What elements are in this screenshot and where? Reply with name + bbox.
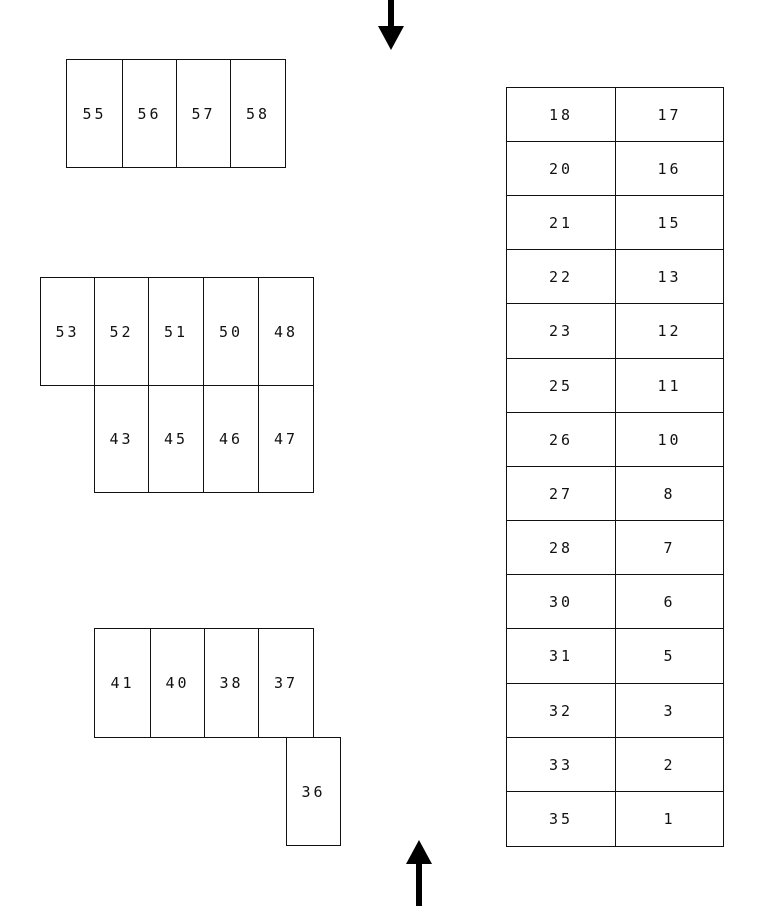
parking-space: 13 [615,249,724,304]
parking-space: 43 [94,385,149,493]
parking-space: 7 [615,520,724,575]
parking-space: 22 [506,249,616,304]
parking-space: 3 [615,683,724,738]
parking-space: 18 [506,87,616,142]
parking-space: 11 [615,358,724,413]
parking-space: 12 [615,303,724,359]
parking-space: 40 [150,628,205,738]
entry-arrow-down-icon [378,0,404,52]
parking-space: 32 [506,683,616,738]
parking-space: 6 [615,574,724,629]
parking-space: 47 [258,385,314,493]
parking-space: 31 [506,628,616,684]
exit-arrow-up-icon [406,840,432,906]
parking-space: 56 [122,59,177,168]
parking-space: 53 [40,277,95,386]
parking-space: 15 [615,195,724,250]
parking-space: 20 [506,141,616,196]
parking-space: 26 [506,412,616,467]
right-parking-block [506,87,724,847]
parking-space: 27 [506,466,616,521]
parking-space: 55 [66,59,123,168]
parking-space: 58 [230,59,286,168]
parking-space: 57 [176,59,231,168]
parking-space: 1 [615,791,724,847]
parking-space: 5 [615,628,724,684]
parking-space: 33 [506,737,616,792]
parking-space: 37 [258,628,314,738]
parking-space: 36 [286,737,341,846]
parking-space: 48 [258,277,314,386]
parking-space: 17 [615,87,724,142]
parking-space: 10 [615,412,724,467]
parking-space: 30 [506,574,616,629]
parking-space: 28 [506,520,616,575]
parking-space: 2 [615,737,724,792]
parking-space: 16 [615,141,724,196]
parking-space: 41 [94,628,151,738]
parking-space: 21 [506,195,616,250]
parking-space: 46 [203,385,259,493]
parking-space: 52 [94,277,149,386]
parking-space: 25 [506,358,616,413]
parking-space: 35 [506,791,616,847]
parking-space: 51 [148,277,204,386]
parking-space: 8 [615,466,724,521]
parking-space: 38 [204,628,259,738]
parking-space: 23 [506,303,616,359]
parking-space: 45 [148,385,204,493]
parking-space: 50 [203,277,259,386]
